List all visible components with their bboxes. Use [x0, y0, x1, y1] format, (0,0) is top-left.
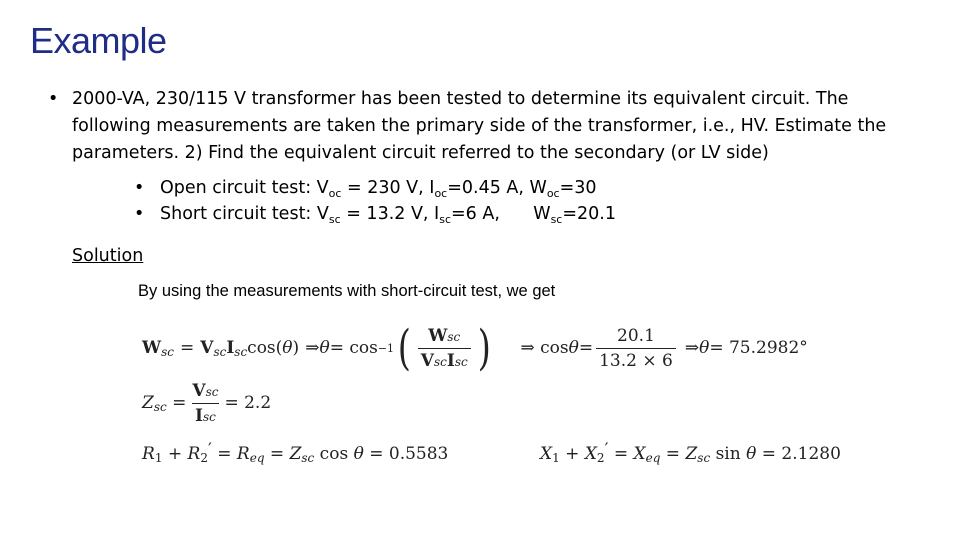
bullet-dot: •: [134, 178, 145, 198]
slide-title: Example: [30, 20, 167, 61]
open-circuit-test: [134, 175, 616, 201]
impedance-value: 2.2: [244, 393, 272, 413]
reactance-value: 2.1280: [781, 444, 841, 464]
equation-resistance: R 1 + R 2 ′ = R eq = Z sc cos θ = 0.5583: [142, 440, 449, 465]
angle-value: 75.2982°: [728, 338, 808, 358]
solution-heading: Solution: [72, 246, 144, 266]
equation-impedance: Z sc = $\frac{\text{Vsc}}{\text{Isc}}$ = 2.2: [142, 380, 272, 426]
short-circuit-text: Short circuit test: $V_{sc} = 13.2$ V, $I_{sc}=6$ A, $W_{sc}=20.1$: [160, 204, 616, 226]
resistance-value: 0.5583: [388, 444, 449, 464]
bullet-dot: •: [134, 204, 145, 224]
equation-power-factor: W sc = V sc I sc cos( θ ) ⇒ θ = cos −1 ( $\frac{\text{Wsc}}{\text{VscIsc}}$ ) ⇒ cos θ = $\frac{20.1}{13.2 \times 6}$ ⇒ θ = 75.2982°: [142, 320, 808, 376]
solution-intro: By using the measurements with short-circuit test, we get: [138, 282, 556, 300]
test-measurements: [134, 175, 616, 227]
problem-statement: [48, 86, 928, 167]
open-circuit-text: Open circuit test: $V_{oc} = 230$ V, $I_{oc}=0.45$ A, $W_{oc}=30$: [160, 178, 597, 200]
bullet-dot: •: [48, 89, 59, 109]
bullet-item: [48, 86, 928, 167]
bullet-text: 2000-VA, 230/115 V transformer has been tested to determine its equivalent circuit. The following measurements are taken the primary side of the transformer, i.e., HV. Estimate the parameters. 2) Find the equivalent circuit referred to the secondary (or LV side): [72, 89, 887, 163]
short-circuit-test: [134, 201, 616, 227]
equation-reactance: X 1 + X 2 ′ = X eq = Z sc sin θ = 2.1280: [540, 440, 841, 465]
